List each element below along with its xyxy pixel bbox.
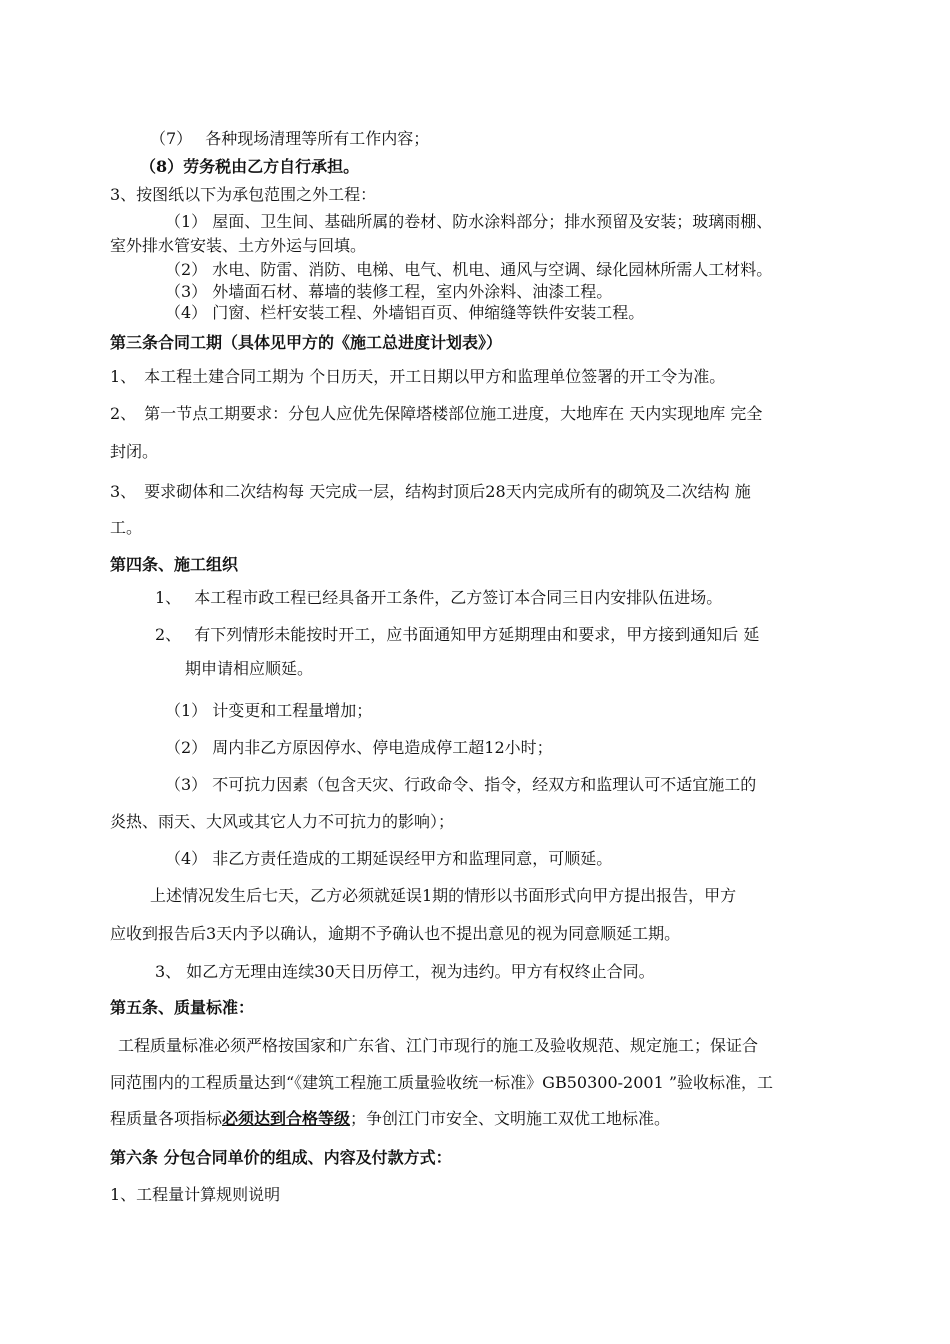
article-4-item-2: 2、 有下列情形未能按时开工，应书面通知甲方延期理由和要求，甲方接到通知后 延 [155, 625, 760, 644]
article-5-body-2: 同范围内的工程质量达到“《建筑工程施工质量验收统一标准》GB50300-2001 ”验收标准，工 [110, 1073, 774, 1092]
excluded-item-2: （2） 水电、防雷、消防、电梯、电气、机电、通风与空调、绿化园林所需人工材料。 [165, 260, 773, 279]
article-4-item-1: 1、 本工程市政工程已经具备开工条件，乙方签订本合同三日内安排队伍进场。 [155, 588, 723, 607]
article-3-item-3-cont: 工。 [110, 518, 143, 537]
article-5-body-3-pre: 程质量各项指标 [110, 1109, 223, 1128]
excluded-item-3: （3） 外墙面石材、幕墙的装修工程，室内外涂料、油漆工程。 [165, 282, 613, 301]
article-4-note-cont: 应收到报告后3天内予以确认，逾期不予确认也不提出意见的视为同意顺延工期。 [110, 924, 681, 943]
article-5-body-1: 工程质量标准必须严格按国家和广东省、江门市现行的施工及验收规范、规定施工；保证合 [118, 1036, 759, 1055]
article-4-sub-3-cont: 炎热、雨天、大风或其它人力不可抗力的影响）； [110, 812, 455, 831]
article-4-sub-2: （2） 周内非乙方原因停水、停电造成停工超12小时； [165, 738, 553, 757]
article-6-item-1: 1、工程量计算规则说明 [110, 1185, 281, 1204]
item-7: （7） 各种现场清理等所有工作内容； [150, 129, 430, 148]
article-4-item-3: 3、 如乙方无理由连续30天日历停工，视为违约。甲方有权终止合同。 [155, 962, 655, 981]
clause-3-heading: 3、按图纸以下为承包范围之外工程： [110, 185, 377, 204]
article-6-heading: 第六条 分包合同单价的组成、内容及付款方式： [110, 1148, 452, 1167]
article-3-item-2-cont: 封闭。 [110, 442, 159, 461]
article-3-item-2: 2、 第一节点工期要求：分包人应优先保障塔楼部位施工进度，大地库在 天内实现地库 完全 [110, 404, 763, 423]
article-4-note: 上述情况发生后七天，乙方必须就延误1期的情形以书面形式向甲方提出报告，甲方 [150, 886, 737, 905]
article-4-item-2-cont: 期申请相应顺延。 [185, 659, 314, 678]
excluded-item-1: （1） 屋面、卫生间、基础所属的卷材、防水涂料部分；排水预留及安装；玻璃雨棚、 [165, 212, 773, 231]
article-4-sub-3: （3） 不可抗力因素（包含天灾、行政命令、指令，经双方和监理认可不适宜施工的 [165, 775, 757, 794]
article-3-item-1: 1、 本工程土建合同工期为 个日历天，开工日期以甲方和监理单位签署的开工令为准。 [110, 367, 726, 386]
article-4-heading: 第四条、施工组织 [110, 555, 239, 574]
quality-requirement-emphasis: 必须达到合格等级 [222, 1109, 351, 1128]
excluded-item-4: （4） 门窗、栏杆安装工程、外墙铝百页、伸缩缝等铁件安装工程。 [165, 303, 645, 322]
article-4-sub-1: （1） 计变更和工程量增加； [165, 701, 373, 720]
excluded-item-1-cont: 室外排水管安装、土方外运与回填。 [110, 236, 367, 255]
article-5-body-3 [110, 1109, 670, 1129]
article-4-sub-4: （4） 非乙方责任造成的工期延误经甲方和监理同意，可顺延。 [165, 849, 613, 868]
item-8: （8）劳务税由乙方自行承担。 [140, 157, 360, 176]
article-5-body-3-post: ；争创江门市安全、文明施工双优工地标准。 [350, 1109, 671, 1128]
article-3-item-3: 3、 要求砌体和二次结构每 天完成一层，结构封顶后28天内完成所有的砌筑及二次结构 施 [110, 482, 751, 501]
article-3-heading: 第三条合同工期（具体见甲方的《施工总进度计划表》） [110, 333, 503, 352]
article-5-heading: 第五条、质量标准： [110, 998, 255, 1017]
